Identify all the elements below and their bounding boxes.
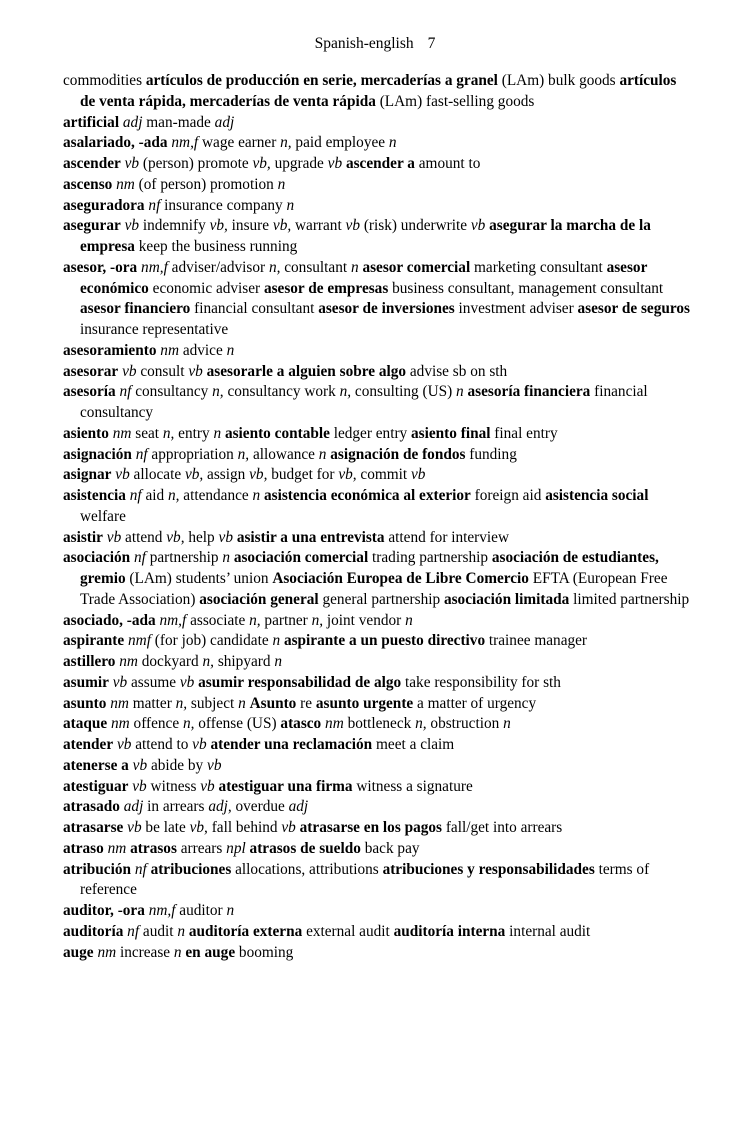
grammar-label: vb,: [272, 217, 292, 235]
translation-text: keep the business running: [134, 238, 298, 255]
headword: ascenso: [63, 175, 113, 193]
headword: asegurar: [63, 217, 121, 235]
translation-text: offense (US): [194, 715, 281, 733]
dictionary-entry: [63, 113, 693, 134]
grammar-label: vb,: [166, 528, 185, 546]
dictionary-entry: [63, 382, 693, 424]
headword: atraso: [63, 839, 104, 857]
translation-text: arrears: [176, 839, 227, 857]
translation-text: insure: [227, 217, 273, 235]
translation-text: entry: [174, 424, 214, 442]
translation-text: seat: [131, 424, 163, 442]
grammar-label: n,: [237, 445, 250, 463]
translation-text: welfare: [80, 507, 126, 525]
translation-text: internal audit: [505, 922, 591, 940]
headword: atribuciones: [150, 860, 232, 878]
headword: asociación comercial: [233, 549, 369, 567]
headword: atrasarse en los pagos: [299, 819, 442, 836]
grammar-label: vb: [132, 756, 148, 774]
grammar-label: nm: [111, 715, 130, 733]
translation-text: audit: [139, 922, 178, 940]
translation-text: external audit: [302, 922, 394, 940]
translation-text: economic adviser: [148, 279, 264, 297]
translation-text: fall behind: [207, 819, 282, 836]
grammar-label: nm: [160, 341, 179, 359]
headword: asistencia: [63, 487, 126, 504]
translation-text: amount to: [414, 155, 481, 172]
translation-text: EFTA (European Free Trade Association): [80, 570, 668, 608]
translation-text: marketing consultant: [470, 258, 607, 276]
translation-text: aid: [141, 487, 168, 504]
grammar-label: nm,f: [141, 258, 168, 276]
grammar-label: adj,: [208, 798, 232, 816]
grammar-label: vb: [112, 673, 128, 691]
dictionary-entry: [63, 528, 693, 549]
translation-text: consult: [136, 362, 189, 380]
dictionary-entry: [63, 694, 693, 715]
dictionary-entry: [63, 756, 693, 777]
translation-text: subject: [187, 694, 239, 712]
dictionary-entry: [63, 465, 693, 486]
headword: atribuciones y responsabilidades: [382, 860, 595, 878]
headword: atestiguar una firma: [218, 777, 353, 795]
translation-text: shipyard: [214, 653, 275, 670]
grammar-label: adj: [122, 113, 143, 131]
headword: asociado, -ada: [63, 611, 156, 629]
headword: asistencia económica al exterior: [263, 487, 471, 504]
headword: asesor de empresas: [263, 279, 389, 297]
dictionary-entry: [63, 445, 693, 466]
dictionary-entry: [63, 818, 693, 839]
translation-text: upgrade: [270, 155, 328, 172]
headword: auditoría: [63, 922, 124, 940]
translation-text: a matter of urgency: [413, 694, 537, 712]
translation-text: overdue: [231, 798, 289, 816]
grammar-label: vb: [470, 217, 486, 235]
grammar-label: n,: [311, 611, 324, 629]
translation-text: (of person) promotion: [134, 175, 278, 193]
translation-text: warrant: [291, 217, 346, 235]
grammar-label: vb: [115, 466, 130, 484]
headword: asumir: [63, 673, 109, 691]
translation-text: abide by: [147, 756, 208, 774]
translation-text: general partnership: [318, 590, 444, 608]
headword: auditor, -ora: [63, 902, 145, 919]
translation-text: in arrears: [143, 798, 209, 816]
dictionary-entry: [63, 735, 693, 756]
headword: asesoramiento: [63, 341, 157, 359]
translation-text: be late: [141, 819, 190, 836]
grammar-label: nmf: [128, 632, 151, 650]
grammar-label: n: [274, 653, 282, 670]
translation-text: ledger entry: [329, 424, 412, 442]
grammar-label: nf: [127, 922, 140, 940]
translation-text: (for job) candidate: [150, 632, 273, 650]
grammar-label: n: [456, 383, 464, 401]
headword: asistir: [63, 528, 103, 546]
grammar-label: n: [226, 341, 235, 359]
headword: atrasos: [130, 839, 177, 857]
dictionary-entry: [63, 611, 693, 632]
headword: en auge: [185, 943, 236, 961]
dictionary-entry: [63, 196, 693, 217]
translation-text: (risk) underwrite: [360, 217, 471, 235]
grammar-label: n: [277, 175, 286, 193]
translation-text: assume: [127, 673, 180, 691]
headword: atender una reclamación: [210, 736, 373, 753]
grammar-label: vb: [281, 819, 296, 836]
translation-text: allowance: [249, 445, 319, 463]
running-header: [0, 34, 750, 54]
grammar-label: n: [405, 611, 413, 629]
headword: asumir responsabilidad de algo: [198, 673, 402, 691]
translation-text: trainee manager: [485, 632, 588, 650]
grammar-label: vb,: [338, 466, 357, 484]
headword: asiento contable: [224, 424, 330, 442]
grammar-label: vb: [106, 528, 122, 546]
translation-text: financial consultant: [190, 300, 319, 318]
grammar-label: vb,: [184, 466, 204, 484]
entry-list: [63, 71, 693, 963]
translation-text: matter: [128, 694, 176, 712]
dictionary-entry: [63, 341, 693, 362]
headword: atrasarse: [63, 819, 124, 836]
grammar-label: vb: [207, 756, 222, 774]
dictionary-entry: [63, 631, 693, 652]
grammar-label: nm: [325, 715, 344, 733]
grammar-label: nf: [135, 445, 148, 463]
translation-text: take responsibility for sth: [401, 673, 561, 691]
headword: artificial: [63, 113, 120, 131]
headword: asociación: [63, 549, 131, 567]
headword: ascender: [63, 155, 121, 172]
grammar-label: n: [238, 694, 246, 712]
translation-text: commit: [356, 466, 411, 484]
grammar-label: n: [272, 632, 281, 650]
headword: atasco: [280, 715, 322, 733]
grammar-label: n,: [339, 383, 352, 401]
grammar-label: nm: [119, 653, 138, 670]
dictionary-entry: [63, 362, 693, 383]
translation-text: attend for interview: [384, 528, 509, 546]
translation-text: limited partnership: [569, 590, 690, 608]
translation-text: joint vendor: [323, 611, 406, 629]
dictionary-entry: [63, 839, 693, 860]
grammar-label: nm: [97, 943, 117, 961]
headword: asesoría: [63, 383, 116, 401]
headword: Asunto: [249, 694, 297, 712]
grammar-label: n: [213, 424, 222, 442]
translation-text: partnership: [145, 549, 223, 567]
translation-text: help: [184, 528, 219, 546]
dictionary-entry: [63, 652, 693, 673]
translation-text: appropriation: [147, 445, 238, 463]
translation-text: man-made: [142, 113, 215, 131]
translation-text: attendance: [179, 487, 253, 504]
translation-text: business consultant, management consultant: [388, 279, 664, 297]
grammar-label: vb: [192, 736, 207, 753]
headword: asesoría financiera: [467, 383, 591, 401]
grammar-label: nm: [116, 175, 135, 193]
grammar-label: adj: [288, 798, 309, 816]
grammar-label: n: [388, 134, 397, 152]
page-number: 7: [427, 35, 436, 52]
grammar-label: n,: [280, 134, 292, 152]
translation-text: final entry: [490, 424, 558, 442]
translation-text: (LAm) bulk goods: [497, 72, 620, 89]
headword: asalariado, -ada: [63, 134, 168, 152]
grammar-label: vb,: [252, 155, 271, 172]
grammar-label: vb: [200, 777, 215, 795]
grammar-label: adj: [123, 798, 144, 816]
translation-text: fall/get into arrears: [442, 819, 563, 836]
headword: asiento: [63, 424, 109, 442]
headword: asesorar: [63, 362, 119, 380]
grammar-label: n: [503, 715, 511, 733]
translation-text: commodities: [63, 72, 146, 89]
grammar-label: vb: [127, 819, 142, 836]
grammar-label: nf: [129, 487, 142, 504]
translation-text: insurance representative: [80, 321, 229, 338]
translation-text: (person) promote: [139, 155, 253, 172]
translation-text: booming: [235, 943, 294, 961]
headword: auditoría externa: [188, 922, 303, 940]
grammar-label: nm,f: [148, 902, 176, 919]
headword: asistir a una entrevista: [236, 528, 385, 546]
grammar-label: n: [222, 549, 230, 567]
translation-text: increase: [116, 943, 174, 961]
grammar-label: n,: [212, 383, 224, 401]
grammar-label: nf: [133, 549, 146, 567]
headword: asesorarle a alguien sobre algo: [206, 362, 407, 380]
grammar-label: n,: [268, 258, 281, 276]
translation-text: advice: [179, 341, 227, 359]
headword: asesor de seguros: [577, 300, 690, 318]
translation-text: advise sb on sth: [406, 362, 508, 380]
grammar-label: nm: [112, 424, 132, 442]
grammar-label: nm: [107, 839, 127, 857]
headword: asegurar la marcha de la empresa: [80, 217, 651, 255]
headword: atestiguar: [63, 777, 129, 795]
grammar-label: n: [177, 922, 185, 940]
headword: ataque: [63, 715, 108, 733]
headword: asunto: [63, 694, 107, 712]
grammar-label: vb: [124, 155, 140, 172]
dictionary-entry: [63, 133, 693, 154]
grammar-label: vb: [218, 528, 233, 546]
grammar-label: n: [350, 258, 359, 276]
headword: atribución: [63, 860, 131, 878]
grammar-label: n: [252, 487, 261, 504]
headword: asignación de fondos: [330, 445, 466, 463]
headword: astillero: [63, 653, 116, 670]
grammar-label: n: [286, 196, 295, 214]
translation-text: wage earner: [198, 134, 281, 152]
headword: atrasado: [63, 798, 120, 816]
dictionary-entry: [63, 714, 693, 735]
grammar-label: n,: [415, 715, 427, 733]
grammar-label: nm,f: [159, 611, 187, 629]
grammar-label: nf: [119, 383, 132, 401]
grammar-label: nf: [148, 196, 161, 214]
headword: aspirante a un puesto directivo: [283, 632, 486, 650]
grammar-label: vb: [116, 736, 132, 753]
dictionary-entry: [63, 797, 693, 818]
translation-text: partner: [260, 611, 312, 629]
translation-text: bottleneck: [343, 715, 416, 733]
translation-text: re: [296, 694, 316, 712]
headword: asesor de inversiones: [318, 300, 455, 318]
grammar-label: nm: [110, 694, 129, 712]
translation-text: foreign aid: [470, 487, 546, 504]
translation-text: associate: [186, 611, 250, 629]
translation-text: dockyard: [137, 653, 203, 670]
translation-text: meet a claim: [372, 736, 455, 753]
dictionary-entry: [63, 486, 693, 528]
grammar-label: vb: [179, 673, 195, 691]
translation-text: trading partnership: [368, 549, 492, 567]
grammar-label: adj: [214, 113, 235, 131]
translation-text: allocate: [129, 466, 185, 484]
headword: Asociación Europea de Libre Comercio: [272, 570, 529, 587]
translation-text: witness a signature: [352, 777, 473, 795]
headword: asociación limitada: [443, 590, 570, 608]
grammar-label: nm,f: [171, 134, 199, 152]
translation-text: attend: [121, 528, 167, 546]
dictionary-entry: [63, 424, 693, 445]
headword: asistencia social: [545, 487, 649, 504]
dictionary-entry: [63, 922, 693, 943]
translation-text: assign: [203, 466, 250, 484]
translation-text: allocations, attributions: [231, 860, 383, 878]
headword: asignar: [63, 466, 112, 484]
headword: asesor comercial: [362, 258, 471, 276]
headword: auge: [63, 943, 94, 961]
headword: atenerse a: [63, 756, 129, 774]
headword: asignación: [63, 445, 132, 463]
translation-text: (LAm) fast-selling goods: [375, 92, 535, 110]
headword: asesor económico: [80, 258, 648, 297]
dictionary-entry: [63, 548, 693, 610]
translation-text: consultant: [280, 258, 351, 276]
grammar-label: nf: [134, 860, 147, 878]
translation-text: obstruction: [426, 715, 504, 733]
translation-text: paid employee: [291, 134, 389, 152]
dictionary-entry: [63, 777, 693, 798]
translation-text: adviser/advisor: [167, 258, 269, 276]
translation-text: insurance company: [160, 196, 287, 214]
headword: asiento final: [411, 424, 491, 442]
translation-text: attend to: [131, 736, 193, 753]
grammar-label: n,: [162, 424, 175, 442]
grammar-label: n,: [249, 611, 261, 629]
translation-text: consultancy: [131, 383, 213, 401]
headword: asociación de estudiantes, gremio: [80, 549, 659, 587]
dictionary-entry: [63, 901, 693, 922]
grammar-label: vb: [411, 466, 426, 484]
translation-text: witness: [146, 777, 201, 795]
headword: artículos de producción en serie, mercaderías a granel: [145, 72, 498, 89]
grammar-label: vb: [327, 155, 343, 172]
dictionary-entry: [63, 154, 693, 175]
grammar-label: vb: [122, 362, 137, 380]
headword: aspirante: [63, 632, 125, 650]
grammar-label: vb,: [249, 466, 268, 484]
translation-text: terms of reference: [80, 860, 650, 899]
translation-text: indemnify: [139, 217, 210, 235]
translation-text: auditor: [175, 902, 227, 919]
dictionary-entry: [63, 216, 693, 258]
dictionary-entry: [63, 71, 693, 113]
headword: asunto urgente: [315, 694, 414, 712]
dictionary-entry: [63, 258, 693, 341]
headword: ascender a: [345, 155, 415, 172]
dictionary-entry: [63, 860, 693, 902]
grammar-label: n,: [175, 694, 188, 712]
grammar-label: n: [226, 902, 235, 919]
grammar-label: n,: [167, 487, 180, 504]
dictionary-entry: [63, 175, 693, 196]
translation-text: budget for: [267, 466, 339, 484]
grammar-label: vb: [124, 217, 140, 235]
translation-text: investment adviser: [454, 300, 578, 318]
headword: aseguradora: [63, 196, 145, 214]
headword: auditoría interna: [393, 922, 506, 940]
header-title: Spanish-english: [314, 35, 414, 52]
translation-text: offence: [129, 715, 183, 733]
translation-text: consulting (US): [351, 383, 457, 401]
translation-text: back pay: [360, 839, 420, 857]
grammar-label: vb: [132, 777, 147, 795]
translation-text: financial consultancy: [80, 383, 648, 421]
headword: asociación general: [199, 590, 319, 608]
headword: atender: [63, 736, 114, 753]
grammar-label: vb,: [209, 217, 228, 235]
grammar-label: n,: [182, 715, 195, 733]
dictionary-entry: [63, 673, 693, 694]
grammar-label: npl: [226, 839, 246, 857]
dictionary-entry: [63, 943, 693, 964]
grammar-label: n: [318, 445, 327, 463]
headword: asesor financiero: [80, 300, 191, 318]
headword: asesor, -ora: [63, 258, 138, 276]
grammar-label: n: [173, 943, 182, 961]
grammar-label: n,: [202, 653, 214, 670]
grammar-label: vb: [188, 362, 203, 380]
headword: atrasos de sueldo: [249, 839, 361, 857]
translation-text: consultancy work: [223, 383, 340, 401]
headword: artículos de venta rápida, mercaderías de venta rápida: [80, 72, 677, 110]
translation-text: (LAm) students’ union: [125, 570, 273, 587]
grammar-label: vb,: [189, 819, 208, 836]
translation-text: funding: [465, 445, 517, 463]
grammar-label: vb: [345, 217, 360, 235]
